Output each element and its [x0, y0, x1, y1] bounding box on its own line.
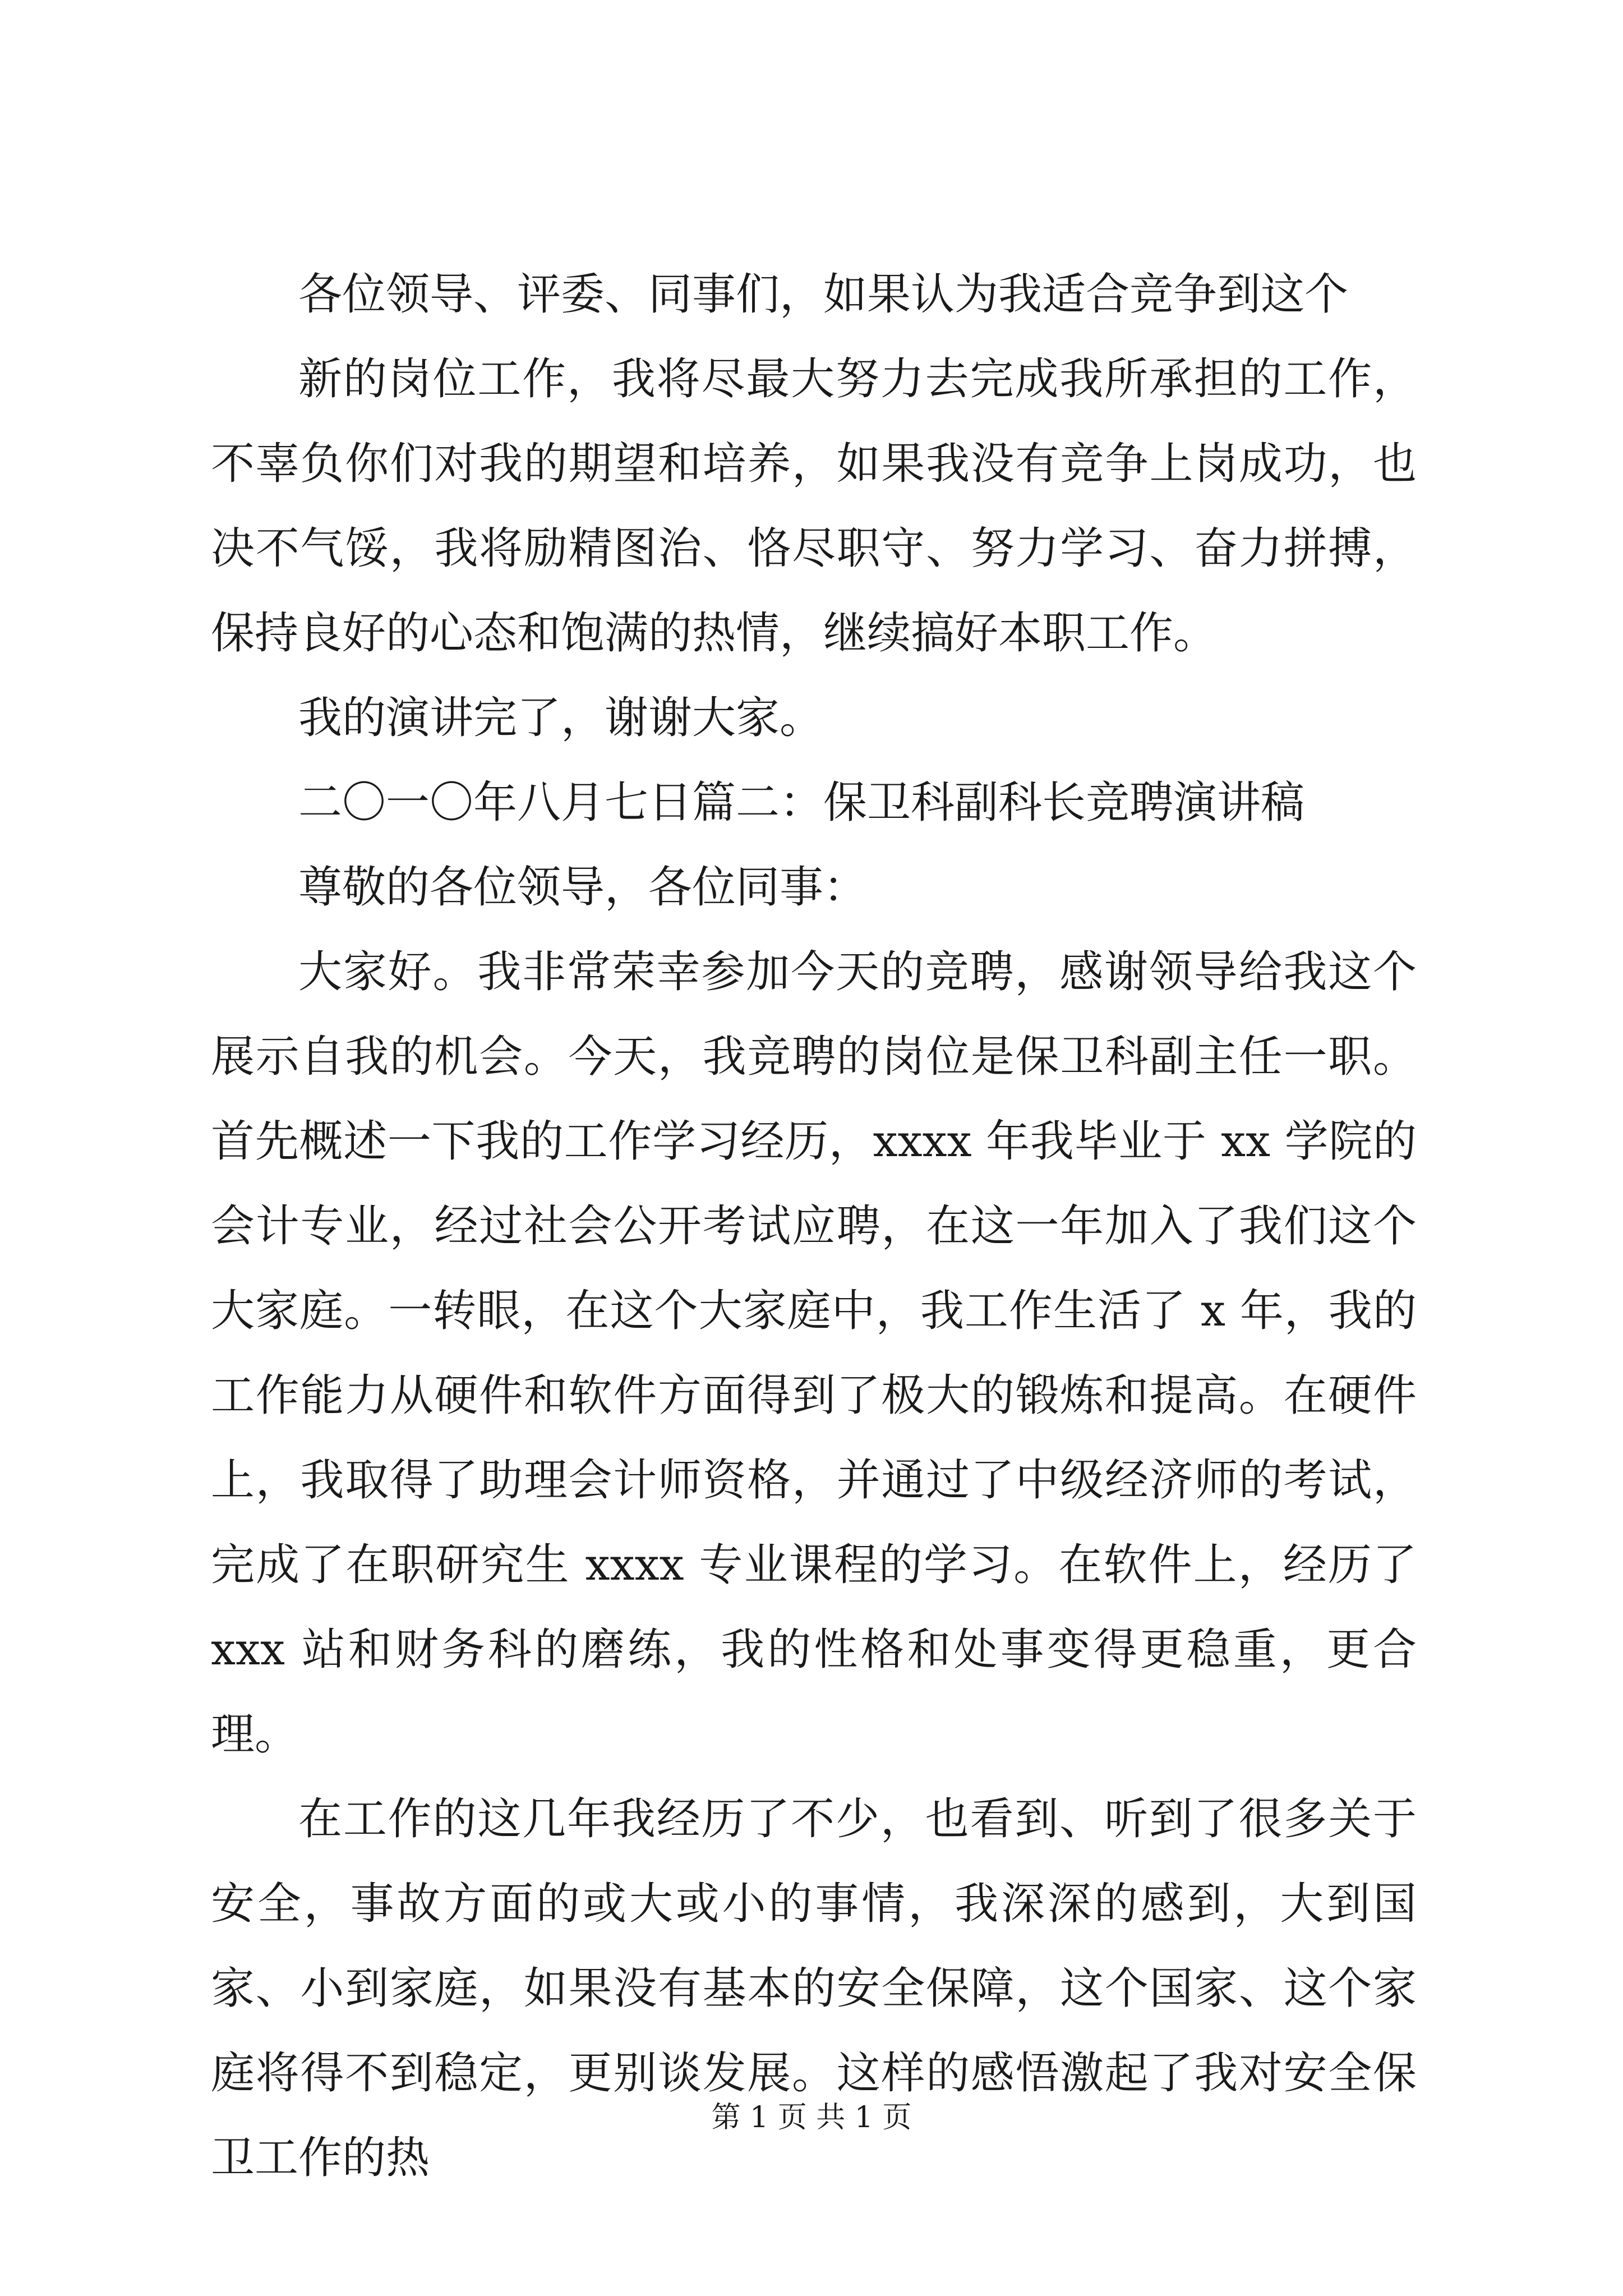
- paragraph: 二〇一〇年八月七日篇二：保卫科副科长竞聘演讲稿: [298, 777, 1305, 828]
- paragraph: 新的岗位工作，我将尽最大努力去完成我所承担的工作，不辜负你们对我的期望和培养，如果我没有竞争上岗成功，也决不气馁，我将励精图治、恪尽职守、努力学习、奋力拼搏，保持良好的心态和饱满的热情，继续搞好本职工作。: [211, 354, 1417, 659]
- paragraph: 大家好。我非常荣幸参加今天的竞聘，感谢领导给我这个展示自我的机会。今天，我竞聘的岗位是保卫科副主任一职。首先概述一下我的工作学习经历，xxxx 年我毕业于 xx 学院的会计专业，经过社会公开考试应聘，在这一年加入了我们这个大家庭。一转眼，在这个大家庭中，我工作生活了 x 年，我的工作能力从硬件和软件方面得到了极大的锻炼和提高。在硬件上，我取得了助理会计师资格，并通过了中级经济师的考试，完成了在职研究生 xxxx 专业课程的学习。在软件上，经历了 xxx 站和财务科的磨练，我的性格和处事变得更稳重，更合理。: [211, 947, 1417, 1760]
- paragraph: 我的演讲完了，谢谢大家。: [298, 693, 824, 743]
- document-body: [211, 252, 1417, 2201]
- paragraph: 尊敬的各位领导，各位同事：: [298, 862, 868, 913]
- paragraph: 各位领导、评委、同事们，如果认为我适合竞争到这个: [298, 269, 1349, 320]
- page-number-footer: 第 1 页 共 1 页: [711, 2101, 912, 2134]
- paragraph: 在工作的这几年我经历了不少，也看到、听到了很多关于安全，事故方面的或大或小的事情，我深深的感到，大到国家、小到家庭，如果没有基本的安全保障，这个国家、这个家庭将得不到稳定，更别谈发展。这样的感悟激起了我对安全保卫工作的热: [211, 1794, 1417, 2183]
